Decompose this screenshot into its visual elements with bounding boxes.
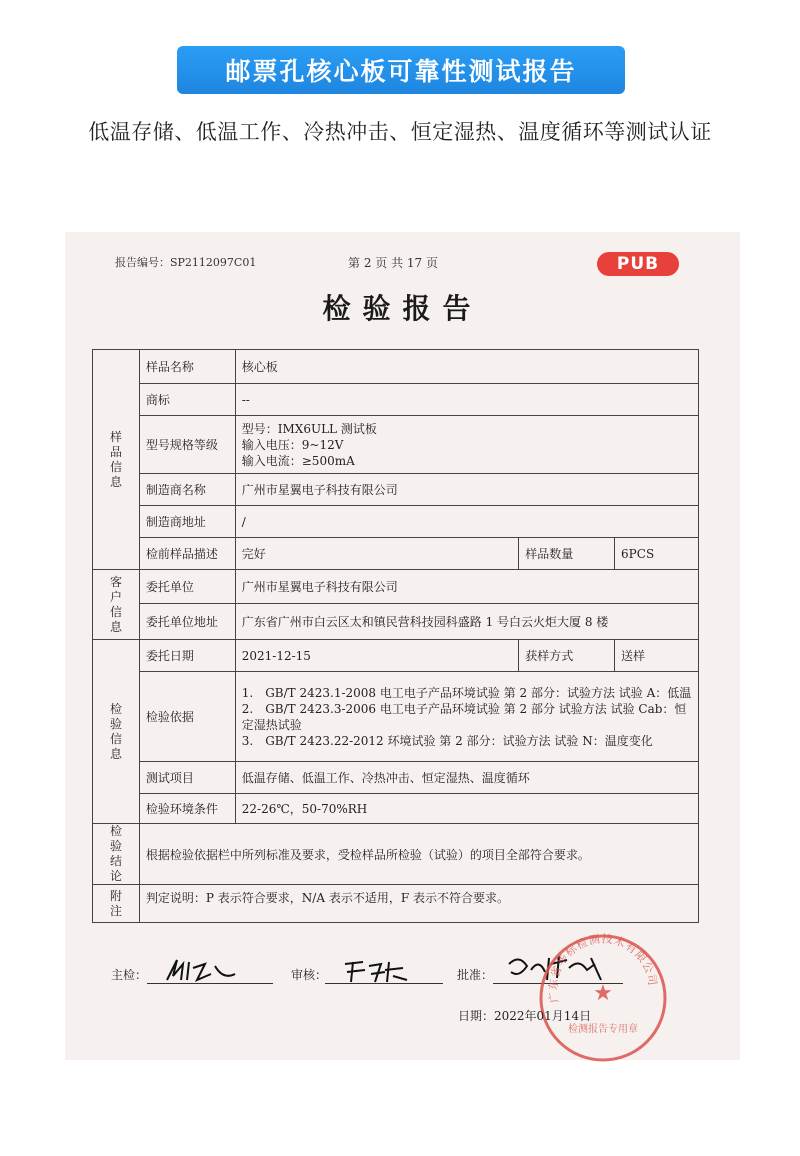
table-row [93, 640, 699, 672]
tester-label: 主检： [111, 968, 148, 982]
section-sample: 样品信息 [93, 350, 140, 570]
table-row [93, 384, 699, 416]
value-conclusion: 根据检验依据栏中所列标准及要求，受检样品所检验（试验）的项目全部符合要求。 [139, 824, 698, 885]
reviewer-label: 审核： [291, 968, 328, 982]
voltage-line: 输入电压：9~12V [241, 437, 344, 452]
label-brand: 商标 [139, 384, 235, 416]
table-row [93, 885, 699, 923]
value-brand: -- [235, 384, 698, 416]
report-table [92, 349, 699, 923]
value-test-items: 低温存储、低温工作、冷热冲击、恒定湿热、温度循环 [235, 762, 698, 794]
table-row [93, 538, 699, 570]
approver-label: 批准： [457, 968, 494, 982]
basis-item: 3. GB/T 2423.22-2012 环境试验 第 2 部分：试验方法 试验 N：温度变化 [241, 733, 653, 748]
value-env: 22-26℃，50-70%RH [235, 794, 698, 824]
table-row [93, 350, 699, 384]
pub-logo: PUB [597, 252, 679, 276]
document-title: 检验报告 [322, 292, 483, 325]
company-stamp [537, 932, 669, 1064]
section-client: 客户信息 [93, 570, 140, 640]
table-row [93, 416, 699, 474]
value-basis [235, 672, 698, 762]
tester-signature [161, 954, 241, 986]
section-remark: 附注 [93, 885, 140, 923]
report-banner: 邮票孔核心板可靠性测试报告 [177, 46, 625, 94]
table-row [93, 506, 699, 538]
table-row [93, 474, 699, 506]
value-remark: 判定说明：P 表示符合要求，N/A 表示不适用，F 表示不符合要求。 [139, 885, 698, 923]
value-client-addr: 广东省广州市白云区太和镇民营科技园科盛路 1 号白云火炬大厦 8 楼 [235, 604, 698, 640]
value-method: 送样 [615, 640, 699, 672]
table-row [93, 794, 699, 824]
label-manufacturer-addr: 制造商地址 [139, 506, 235, 538]
label-test-items: 测试项目 [139, 762, 235, 794]
value-model [235, 416, 698, 474]
table-row [93, 604, 699, 640]
label-date: 委托日期 [139, 640, 235, 672]
table-row [93, 570, 699, 604]
value-date: 2021-12-15 [235, 640, 518, 672]
label-basis: 检验依据 [139, 672, 235, 762]
value-sample-name: 核心板 [235, 350, 698, 384]
table-row [93, 762, 699, 794]
basis-item: 2. GB/T 2423.3-2006 电工电子产品环境试验 第 2 部分 试验方法 试验 Cab：恒定湿热试验 [241, 701, 687, 732]
value-manufacturer-addr: / [235, 506, 698, 538]
label-client-name: 委托单位 [139, 570, 235, 604]
model-line: 型号：IMX6ULL 测试板 [241, 421, 377, 436]
page-number: 第 2 页 共 17 页 [348, 256, 438, 270]
report-paper [65, 232, 740, 1060]
reviewer-signature [341, 956, 411, 986]
signature-date: 日期：2022年01月14日 [458, 1009, 592, 1023]
label-sample-name: 样品名称 [139, 350, 235, 384]
certification-subtitle: 低温存储、低温工作、冷热冲击、恒定湿热、温度循环等测试认证 [88, 120, 712, 144]
report-number: 报告编号：SP2112097C01 [115, 256, 257, 269]
stamp-text: 广东省华标检测技术有限公司 [546, 932, 660, 1004]
label-manufacturer: 制造商名称 [139, 474, 235, 506]
value-pre-desc: 完好 [235, 538, 518, 570]
basis-item: 1. GB/T 2423.1-2008 电工电子产品环境试验 第 2 部分：试验方法 试验 A：低温 [241, 685, 692, 700]
label-pre-desc: 检前样品描述 [139, 538, 235, 570]
label-env: 检验环境条件 [139, 794, 235, 824]
section-inspection: 检验信息 [93, 640, 140, 824]
value-manufacturer: 广州市星翼电子科技有限公司 [235, 474, 698, 506]
stamp-star-icon: ★ [593, 981, 613, 1006]
label-sample-qty: 样品数量 [519, 538, 615, 570]
label-model: 型号规格等级 [139, 416, 235, 474]
table-row [93, 824, 699, 885]
section-conclusion: 检验结论 [93, 824, 140, 885]
stamp-subtext: 检测报告专用章 [568, 1024, 638, 1035]
value-client-name: 广州市星翼电子科技有限公司 [235, 570, 698, 604]
current-line: 输入电流：≥500mA [241, 453, 355, 468]
label-client-addr: 委托单位地址 [139, 604, 235, 640]
label-method: 获样方式 [519, 640, 615, 672]
table-row [93, 672, 699, 762]
value-sample-qty: 6PCS [615, 538, 699, 570]
